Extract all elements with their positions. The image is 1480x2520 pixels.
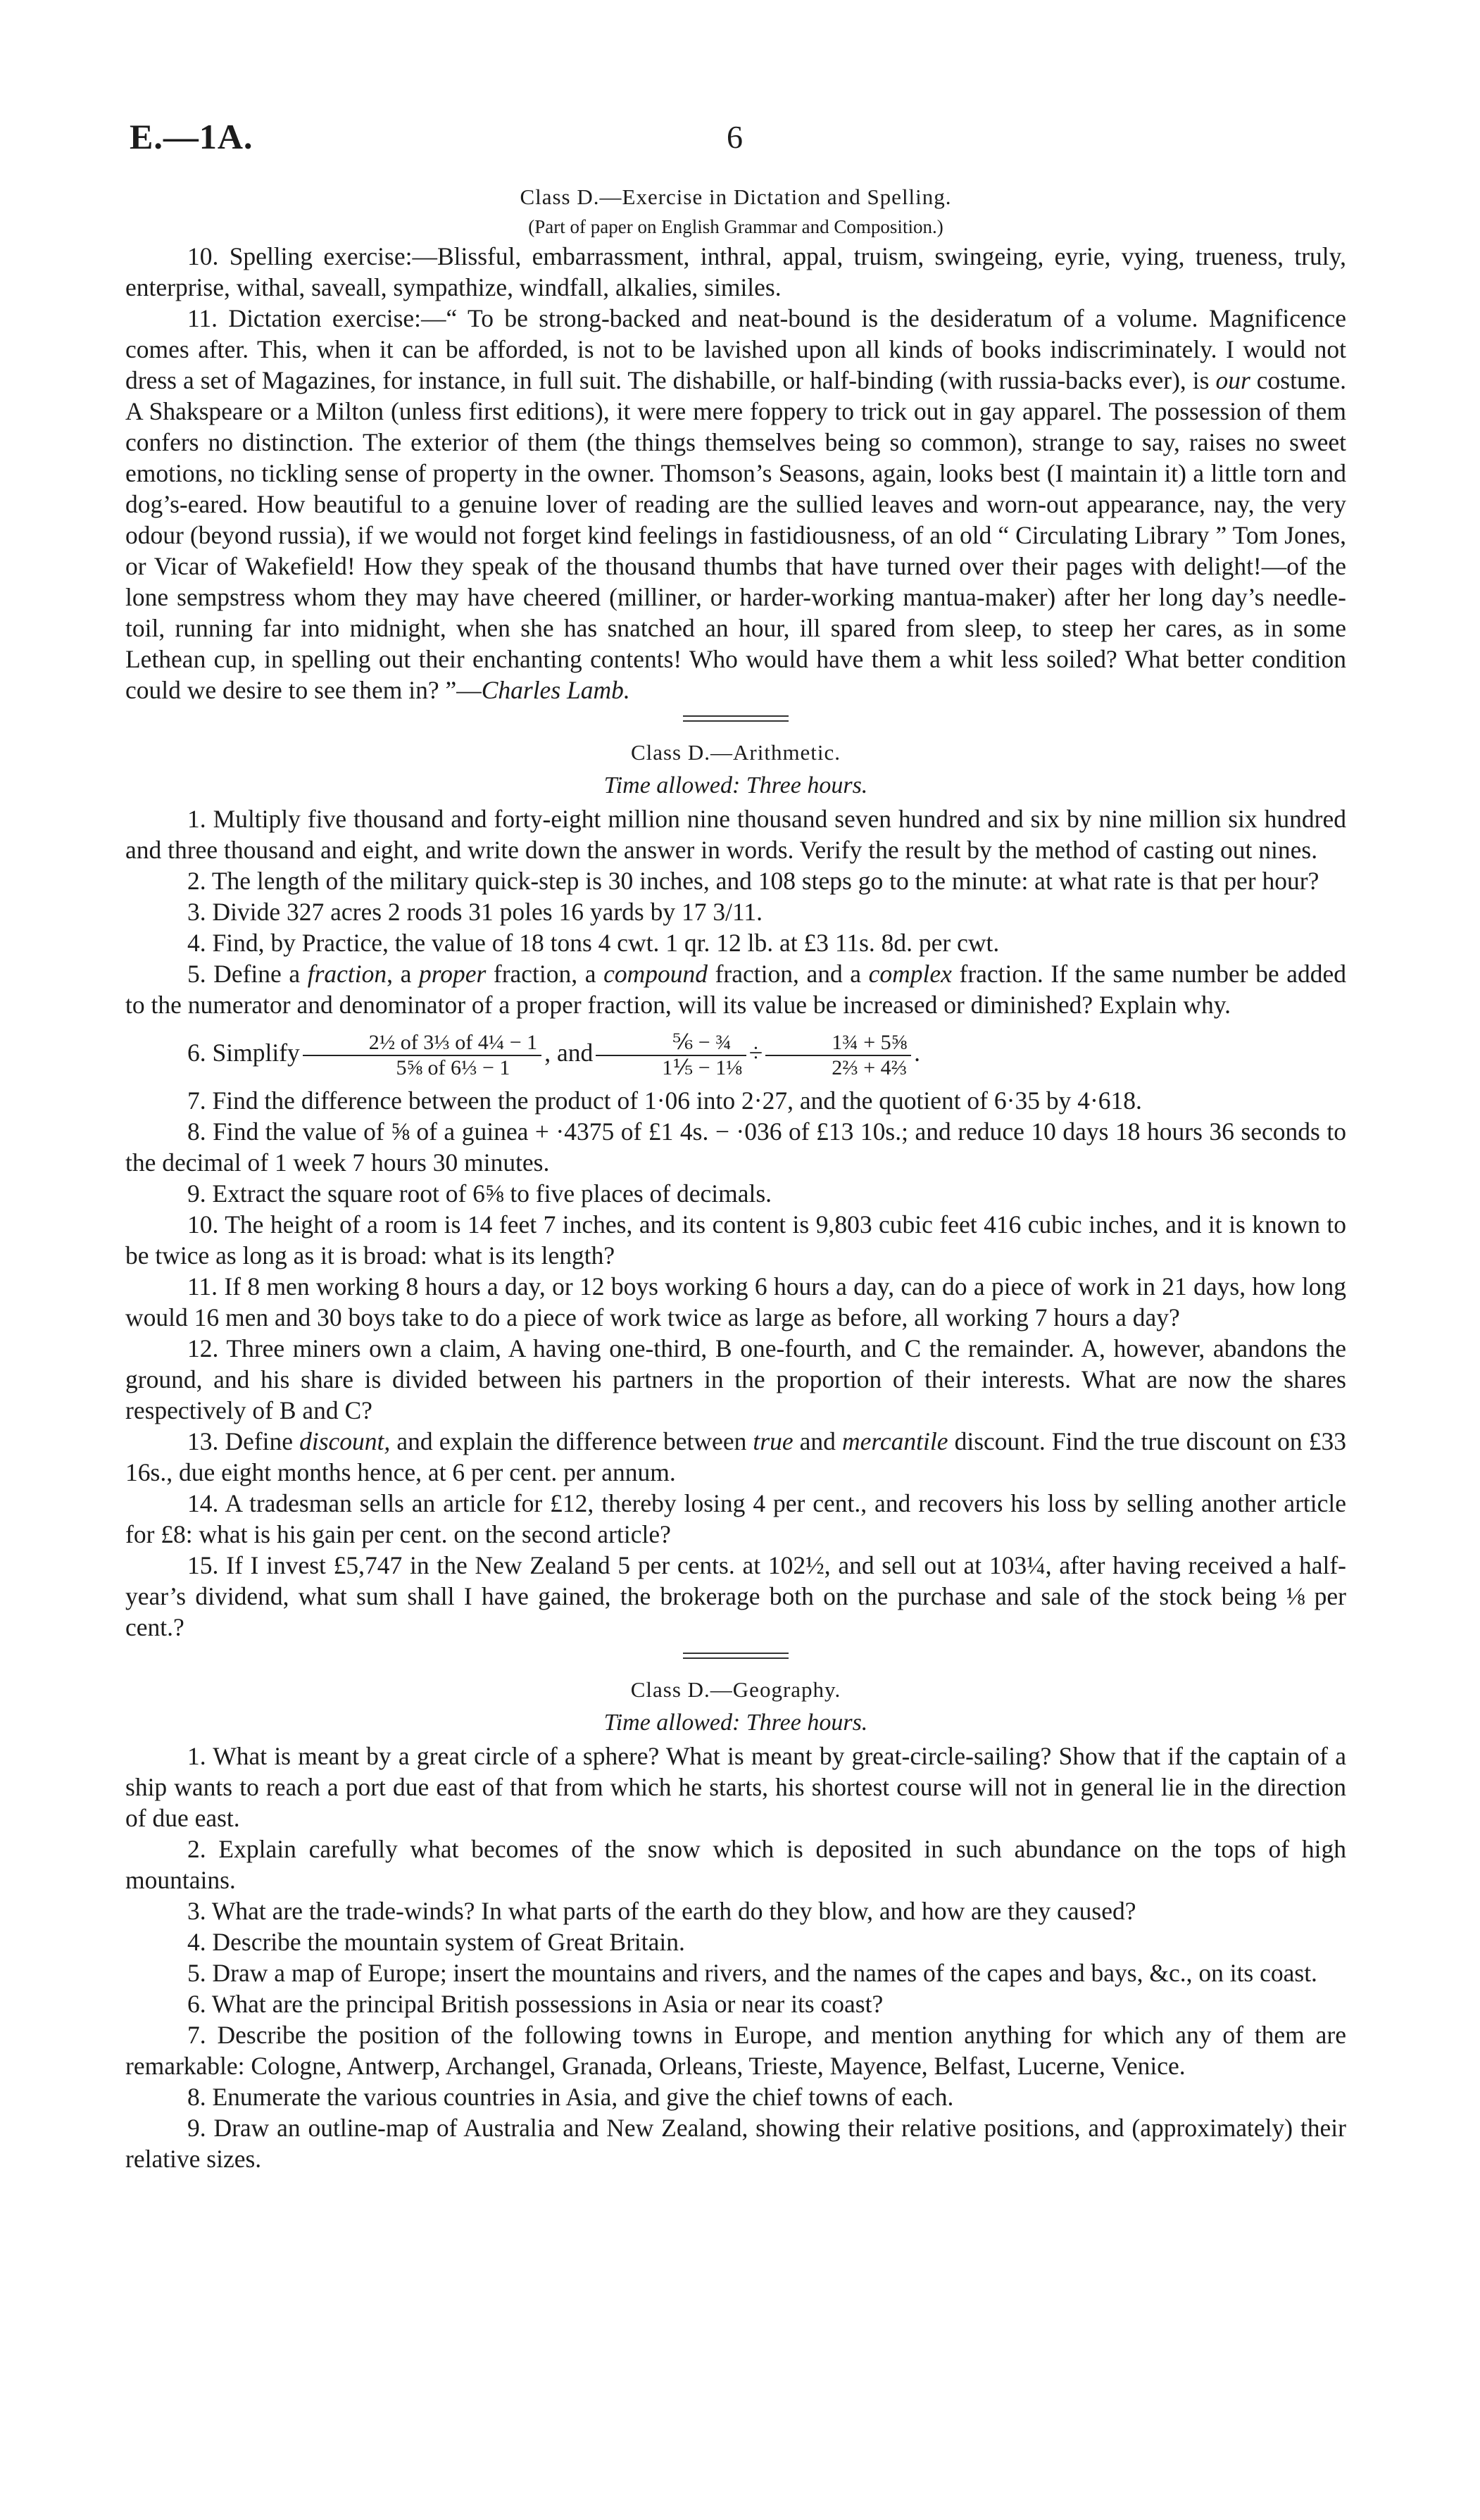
geography-question: 8. Enumerate the various countries in Asia, and give the chief towns of each. xyxy=(187,2083,954,2111)
geography-question: 7. Describe the position of the following towns in Europe, and mention anything for which any of them are remarkable: Cologne, Antwerp, Archangel, Granada, Orleans, Trieste, Mayence, Belfast, Lucerne, Venice. xyxy=(125,2021,1346,2080)
fraction: $\frac{\text{2½ of 3⅓ of 4¼ − 1}}{\text{5⅝ of 6⅓ − 1}}$ xyxy=(303,1031,541,1080)
arithmetic-title: Class D.—Arithmetic. xyxy=(630,740,841,765)
arithmetic-question: 8. Find the value of ⅝ of a guinea + ·4375 of £1 4s. − ·036 of £13 10s.; and reduce 10 days 18 hours 36 seconds to the decimal of 1 week 7 hours 30 minutes. xyxy=(125,1117,1346,1177)
arithmetic-question: 13. Define discount, and explain the difference between true and mercantile discount. Find the true discount on £33 16s., due eight months hence, at 6 per cent. per annum. xyxy=(125,1427,1346,1486)
arithmetic-question: 10. The height of a room is 14 feet 7 inches, and its content is 9,803 cubic feet 416 cubic inches, and it is known to be twice as long as it is broad: what is its length? xyxy=(125,1210,1346,1270)
geography-question: 3. What are the trade-winds? In what parts of the earth do they blow, and how are they caused? xyxy=(187,1897,1136,1925)
arithmetic-question: 15. If I invest £5,747 in the New Zealand 5 per cents. at 102½, and sell out at 103¼, after having received a half-year’s dividend, what sum shall I have gained, the brokerage both on the purchase and sale of the stock being ⅛ per cent.? xyxy=(125,1551,1346,1641)
geography-question: 6. What are the principal British possessions in Asia or near its coast? xyxy=(187,1990,884,2018)
geography-question: 1. What is meant by a great circle of a sphere? What is meant by great-circle-sailing? Show that if the captain of a ship wants to reach a port due east of that from which he starts, his shortest course will not in general lie in the direction of due east. xyxy=(125,1742,1346,1832)
author-attribution: Charles Lamb. xyxy=(481,676,630,704)
header-reference: E.—1A. xyxy=(130,117,253,156)
arithmetic-section xyxy=(125,737,1346,1643)
page-number: 6 xyxy=(727,119,743,155)
fraction: $\frac{\text{⅚ − ¾}}{\text{1⅕ − 1⅛}}$ xyxy=(596,1031,746,1080)
arithmetic-question: 7. Find the difference between the product of 1·06 into 2·27, and the quotient of 6·35 by 4·618. xyxy=(187,1086,1142,1115)
arithmetic-question: 2. The length of the military quick-step is 30 inches, and 108 steps go to the minute: at what rate is that per hour? xyxy=(187,867,1319,895)
fraction: $\frac{\text{1¾ + 5⅝}}{\text{2⅔ + 4⅔}}$ xyxy=(765,1031,911,1080)
dictation-exercise: 11. Dictation exercise:—“ To be strong-backed and neat-bound is the desideratum of a volume. Magnificence comes after. This, when it can be afforded, is not to be lavished upon all kinds of books indiscriminately. I would not dress a set of Magazines, for instance, in full suit. The dishabille, or half-binding (with russia-backs ever), is our costume. A Shakspeare or a Milton (unless first editions), it were mere foppery to trick out in gay apparel. The possession of them confers no distinction. The exterior of them (the things themselves being so common), strange to say, raises no sweet emotions, no tickling sense of property in the owner. Thomson’s Seasons, again, looks best (I maintain it) a little torn and dog’s-eared. How beautiful to a genuine lover of reading are the sullied leaves and worn-out appearance, nay, the very odour (beyond russia), if we would not forget kind feelings in fastidiousness, of an old “ Circulating Library ” Tom Jones, or Vicar of Wakefield! How they speak of the thousand thumbs that have turned over their pages with delight!—of the lone sempstress whom they may have cheered (milliner, or harder-working mantua-maker) after her long day’s needle-toil, running far into midnight, when she has snatched an hour, ill spared from sleep, to steep her cares, as in some Lethean cup, in spelling out their enchanting contents! Who would have them a whit less soiled? What better condition could we desire to see them in? ”—Charles Lamb. xyxy=(125,304,1346,704)
arithmetic-question: 9. Extract the square root of 6⅝ to five places of decimals. xyxy=(187,1179,772,1208)
geography-section xyxy=(125,1674,1346,2174)
arithmetic-question: 1. Multiply five thousand and forty-eight million nine thousand seven hundred and six by nine million six hundred and three thousand and eight, and write down the answer in words. Verify the result by the method of casting out nines. xyxy=(125,805,1346,864)
geography-question: 4. Describe the mountain system of Great Britain. xyxy=(187,1928,685,1956)
section-divider xyxy=(683,715,789,717)
geography-question: 5. Draw a map of Europe; insert the mountains and rivers, and the names of the capes and bays, &c., on its coast. xyxy=(187,1959,1317,1987)
geography-question: 9. Draw an outline-map of Australia and New Zealand, showing their relative positions, and (approximately) their relative sizes. xyxy=(125,2114,1346,2173)
section-divider xyxy=(683,720,789,722)
arithmetic-time-allowed: Time allowed: Three hours. xyxy=(603,772,868,798)
arithmetic-question-simplify: 6. Simplify $\frac{\text{2½ of 3⅓ of 4¼ − 1}}{\text{5⅝ of 6⅓ − 1}}$ , and $\frac{\text{⅚ − ¾}}{\text{1⅕ − 1⅛}}$ ÷ $\frac{\text{1¾ + 5⅝}}{\text{2⅔ + 4⅔}}$ . xyxy=(187,1030,920,1079)
arithmetic-question: 3. Divide 327 acres 2 roods 31 poles 16 yards by 17 3/11. xyxy=(187,898,763,926)
dictation-title: Class D.—Exercise in Dictation and Spelling. xyxy=(520,184,952,209)
arithmetic-question: 4. Find, by Practice, the value of 18 tons 4 cwt. 1 qr. 12 lb. at £3 11s. 8d. per cwt. xyxy=(187,929,1000,957)
page-body xyxy=(125,182,1346,2174)
geography-time-allowed: Time allowed: Three hours. xyxy=(603,1710,868,1736)
geography-question: 2. Explain carefully what becomes of the snow which is deposited in such abundance on the tops of high mountains. xyxy=(125,1835,1346,1894)
geography-title: Class D.—Geography. xyxy=(630,1677,841,1702)
arithmetic-question: 12. Three miners own a claim, A having one-third, B one-fourth, and C the remainder. A, however, abandons the ground, and his share is divided between his partners in the proportion of their interests. What are now the shares respectively of B and C? xyxy=(125,1334,1346,1424)
spelling-exercise: 10. Spelling exercise:—Blissful, embarrassment, inthral, appal, truism, swingeing, eyrie, vying, trueness, truly, enterprise, withal, saveall, sympathize, windfall, alkalies, similes. xyxy=(125,242,1346,301)
dictation-section xyxy=(125,182,1346,706)
arithmetic-question: 5. Define a fraction, a proper fraction, a compound fraction, and a complex fraction. If the same number be added to the numerator and denominator of a proper fraction, will its value be increased or diminished? Explain why. xyxy=(125,960,1346,1019)
arithmetic-question: 14. A tradesman sells an article for £12, thereby losing 4 per cent., and recovers his loss by selling another article for £8: what is his gain per cent. on the second article? xyxy=(125,1489,1346,1548)
section-divider xyxy=(683,1653,789,1654)
arithmetic-question: 11. If 8 men working 8 hours a day, or 12 boys working 6 hours a day, can do a piece of work in 21 days, how long would 16 men and 30 boys take to do a piece of work twice as large as before, all working 7 hours a day? xyxy=(125,1272,1346,1331)
dictation-subtitle: (Part of paper on English Grammar and Composition.) xyxy=(528,216,943,237)
section-divider xyxy=(683,1657,789,1659)
